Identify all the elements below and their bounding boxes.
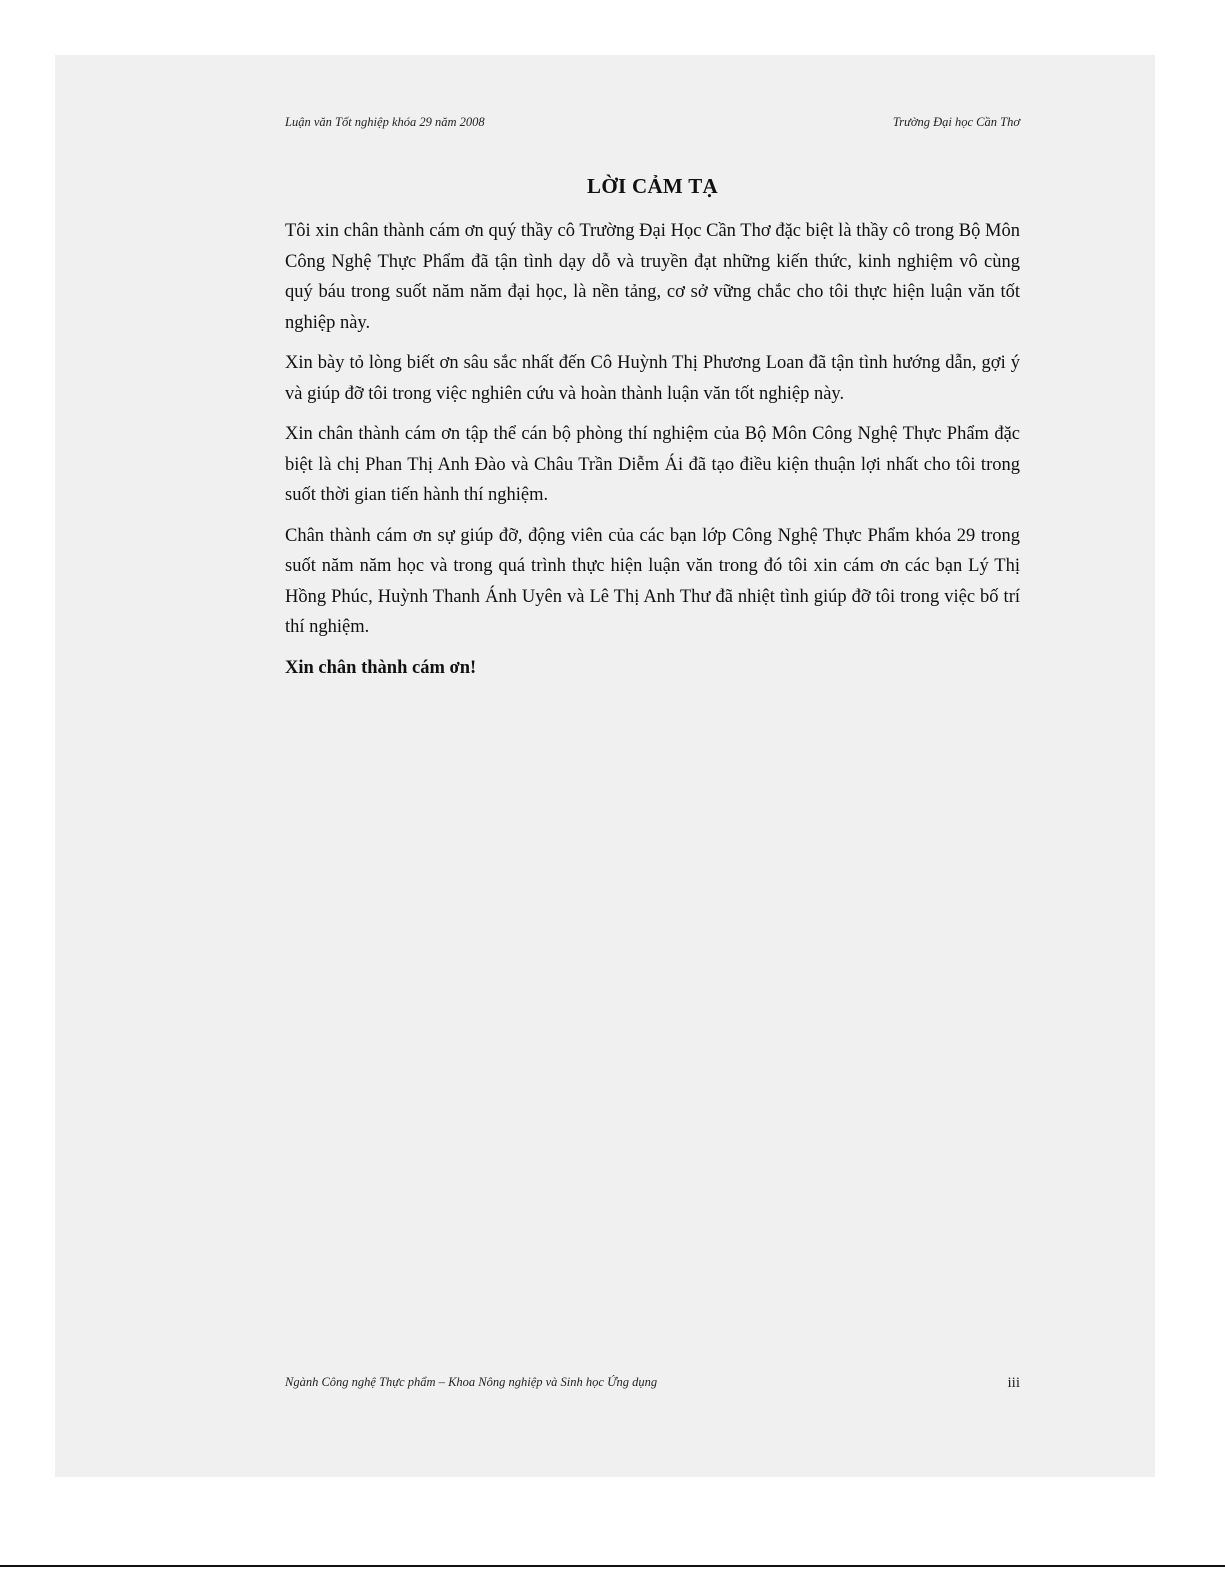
paragraph-4: Chân thành cám ơn sự giúp đỡ, động viên của các bạn lớp Công Nghệ Thực Phẩm khóa 29 trong suốt năm năm học và trong quá trình thực hiện luận văn trong đó tôi xin cám ơn các bạn Lý Thị Hồng Phúc, Huỳnh Thanh Ánh Uyên và Lê Thị Anh Thư đã nhiệt tình giúp đỡ tôi trong việc bố trí thí nghiệm. [285, 525, 1020, 637]
paragraph-2: Xin bày tỏ lòng biết ơn sâu sắc nhất đến Cô Huỳnh Thị Phương Loan đã tận tình hướng dẫn, gợi ý và giúp đỡ tôi trong việc nghiên cứu và hoàn thành luận văn tốt nghiệp này. [285, 353, 1020, 404]
document-page [55, 55, 1155, 1477]
closing-line: Xin chân thành cám ơn! [285, 657, 477, 678]
header-left: Luận văn Tốt nghiệp khóa 29 năm 2008 [285, 115, 485, 129]
page-footer [285, 1375, 1020, 1390]
page-title: LỜI CẢM TẠ [587, 174, 718, 198]
footer-text: Ngành Công nghệ Thực phẩm – Khoa Nông nghiệp và Sinh học Ứng dụng [285, 1375, 658, 1389]
paragraph-3: Xin chân thành cám ơn tập thể cán bộ phòng thí nghiệm của Bộ Môn Công Nghệ Thực Phẩm đặc biệt là chị Phan Thị Anh Đào và Châu Trần Diễm Ái đã tạo điều kiện thuận lợi nhất cho tôi trong suốt thời gian tiến hành thí nghiệm. [285, 424, 1020, 505]
bottom-divider [0, 1565, 1225, 1567]
header-right: Trường Đại học Cần Thơ [892, 115, 1020, 129]
acknowledgement-body [285, 216, 1020, 693]
page-header [285, 115, 1020, 130]
paragraph-1: Tôi xin chân thành cám ơn quý thầy cô Trường Đại Học Cần Thơ đặc biệt là thầy cô trong Bộ Môn Công Nghệ Thực Phẩm đã tận tình dạy dỗ và truyền đạt những kiến thức, kinh nghiệm vô cùng quý báu trong suốt năm năm đại học, là nền tảng, cơ sở vững chắc cho tôi thực hiện luận văn tốt nghiệp này. [285, 221, 1020, 333]
page-number: iii [1007, 1375, 1020, 1391]
